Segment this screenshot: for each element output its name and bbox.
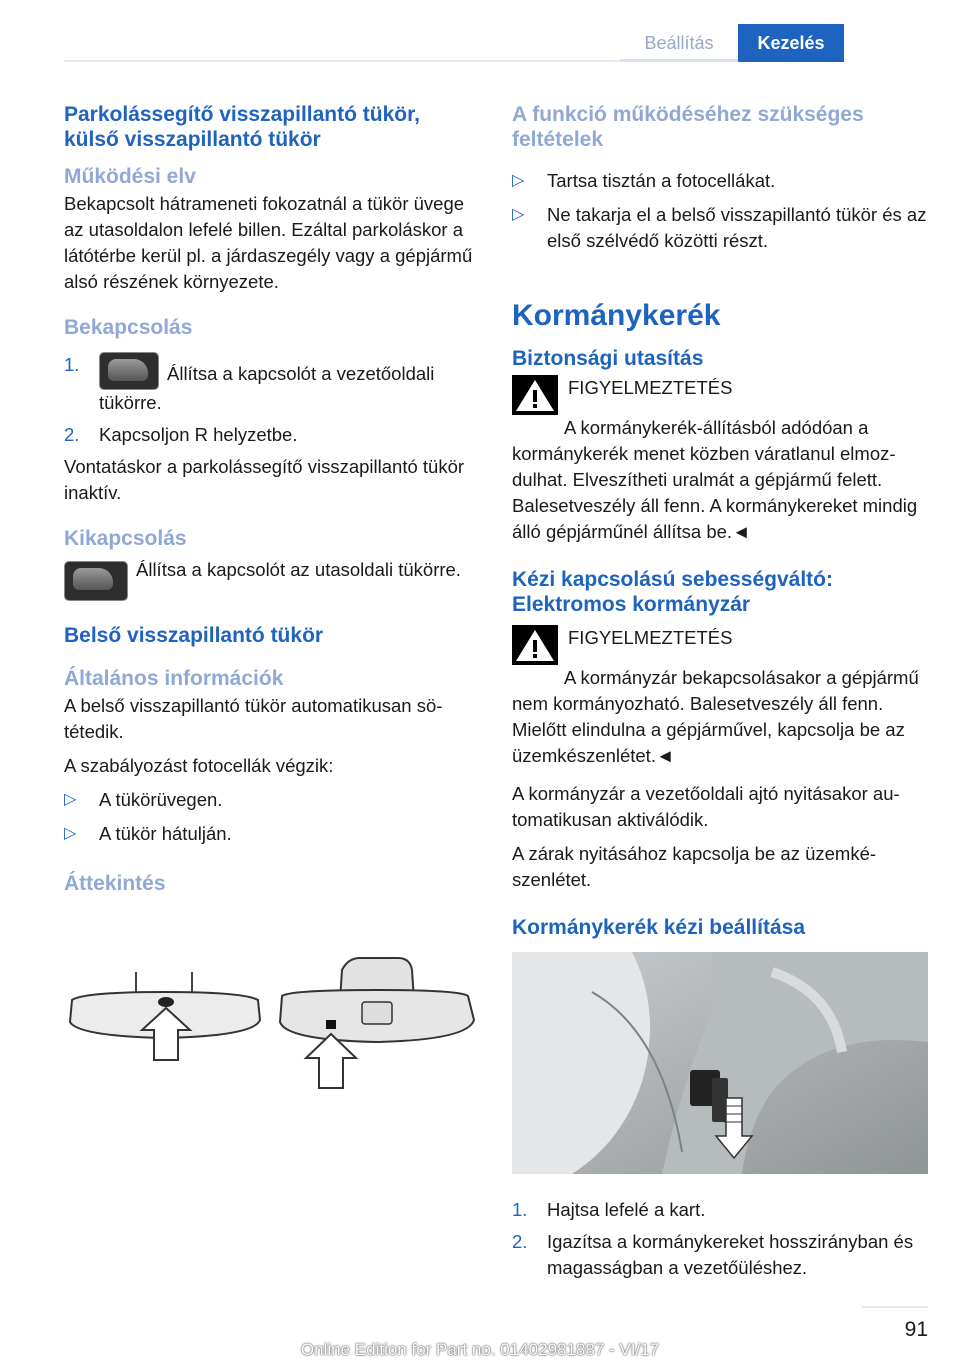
list-item [64,821,476,847]
step-text: Állítsa a kapcsolót a vezetőoldali tükörre. [99,363,435,413]
list-item [512,1197,928,1223]
text-auto-dim: A belső visszapillantó tükör automatikusan sötétedik. [64,695,443,742]
mirror-switch-icon [99,352,159,390]
step-text: Kapcsoljon R helyzetbe. [99,424,298,445]
switch-off-row [64,557,476,601]
text-switch-off: Állítsa a kapcsolót az utasoldali tükörre. [136,559,461,580]
switch-on-steps [64,352,476,448]
heading-conditions: A funkció működéséhez szükséges feltételek [512,103,864,151]
heading-manual-gearbox: Kézi kapcsolású sebességváltó: Elektromos kormányzár [512,568,833,616]
warning-triangle-icon [512,625,558,665]
warning-block-1 [512,375,928,545]
list-item [64,352,476,416]
heading-switch-on: Bekapcsolás [64,316,193,339]
tab-beallitas[interactable]: Beállítás [620,24,738,62]
left-column [64,102,476,1107]
list-item [64,422,476,448]
warning-triangle-icon [512,375,558,415]
footer-edition: Online Edition for Part no. 01402981887 - VI/17 [300,1340,660,1359]
step-number: 2. [512,1231,528,1252]
list-item-text: A tükör hátulján. [99,823,232,844]
page-number: 91 [904,1318,928,1341]
photocell-list [64,787,476,847]
conditions-list [512,168,928,254]
header-rule [64,60,620,62]
text-towing: Vontatáskor a parkolássegítő visszapillantó tükör inaktív. [64,456,465,503]
page-number-rule [862,1306,928,1308]
warning-text: A kormánykerék-állításból adódóan a kormánykerék menet közben váratlanul elmozdulhat. Elveszítheti uralmát a gépjármű felett. Balesetveszély áll fenn. A kormánykereket mindig álló gépjárműnél állítsa be.◄ [512,417,918,542]
heading-overview: Áttekintés [64,872,166,895]
heading-inner-mirror: Belső visszapillantó tükör [64,624,324,647]
warning-title-wrap [564,375,732,415]
bullet-triangle-icon: ▷ [512,172,525,189]
heading-safety: Biztonsági utasítás [512,347,704,370]
warning-header [512,375,928,415]
heading-steering-wheel: Kormánykerék [512,299,721,332]
list-item [64,787,476,813]
warning-title: FIGYELMEZTETÉS [568,627,733,648]
step-number: 1. [512,1199,528,1220]
list-item-text: Ne takarja el a belső visszapillantó tükör és az első szélvédő közötti részt. [547,204,927,251]
list-item [512,168,928,194]
text-principle: Bekapcsolt hátrameneti fokozatnál a tükör üvege az utasoldalon lefelé billen. Ezáltal parkoláskor a látótérbe kerül pl. a járdaszegély vagy a gépjármű alsó részének környezete. [64,193,473,292]
text-photocells: A szabályozást fotocellák végzik: [64,755,334,776]
heading-parking-mirror: Parkolássegítő visszapillantó tükör, külső visszapillantó tükör [64,103,420,151]
step-text: Igazítsa a kormánykereket hosszirányban és magasságban a vezetőüléshez. [547,1231,914,1278]
heading-manual-adjust: Kormánykerék kézi beállítása [512,916,805,939]
list-item-text: Tartsa tisztán a fotocellákat. [547,170,776,191]
heading-general-info: Általános információk [64,667,284,690]
warning-title: FIGYELMEZTETÉS [568,377,733,398]
inner-mirror-illustration [64,910,476,1100]
list-item [512,202,928,254]
bullet-triangle-icon: ▷ [64,825,77,842]
tab-kezeles[interactable]: Kezelés [738,24,844,62]
step-number: 2. [64,424,80,445]
warning-block-2 [512,625,928,769]
warning-text: A kormányzár bekapcsolásakor a gépjármű nem kormányozható. Balesetveszély áll fenn. Mielőtt elindulna a gépjárművel, kapcsolja be az üzemkészenlétet.◄ [512,667,919,766]
adjust-steps [512,1197,928,1281]
bullet-triangle-icon: ▷ [64,791,77,808]
heading-principle: Működési elv [64,165,196,188]
step-text: Hajtsa lefelé a kart. [547,1199,706,1220]
list-item-text: A tükörüvegen. [99,789,223,810]
bullet-triangle-icon: ▷ [512,206,525,223]
mirror-switch-passenger-icon [64,561,128,601]
right-column [512,102,928,1287]
step-number: 1. [64,354,80,375]
warning-header [512,625,928,665]
list-item [512,1229,928,1281]
header-tabs [620,24,844,62]
text-lock-activation: A kormányzár a vezetőoldali ajtó nyitásakor automatikusan aktiválódik. [512,783,900,830]
warning-title-wrap [564,625,732,665]
heading-switch-off: Kikapcsolás [64,527,187,550]
steering-column-illustration [512,952,928,1174]
text-lock-release: A zárak nyitásához kapcsolja be az üzemkészenlétet. [512,843,877,890]
